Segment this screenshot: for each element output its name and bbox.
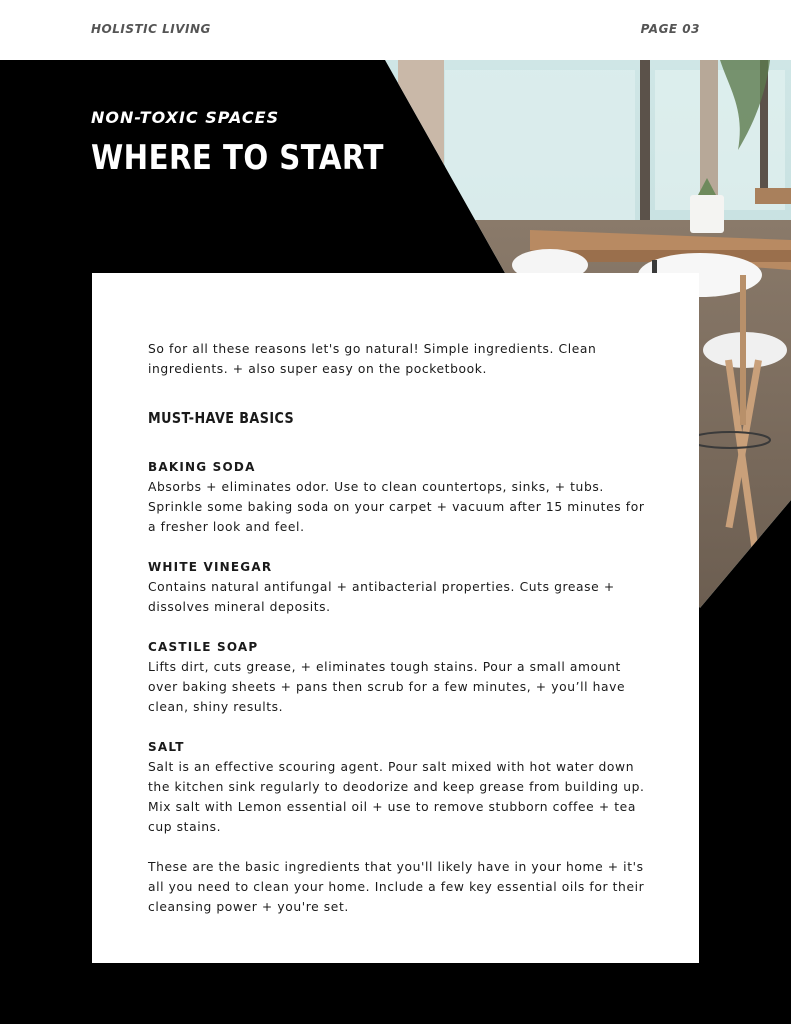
item-text: Contains natural antifungal + antibacterial properties. Cuts grease + dissolves mineral deposits. bbox=[148, 580, 615, 614]
page-title: WHERE TO START bbox=[91, 138, 384, 178]
content-card bbox=[92, 273, 699, 963]
item-title: CASTILE SOAP bbox=[148, 640, 259, 654]
section-kicker: NON-TOXIC SPACES bbox=[91, 108, 280, 127]
brand-name: HOLISTIC LIVING bbox=[91, 22, 211, 36]
page-number: PAGE 03 bbox=[640, 22, 700, 36]
list-item bbox=[148, 737, 648, 837]
list-item bbox=[148, 457, 648, 537]
item-title: SALT bbox=[148, 740, 185, 754]
item-text: Salt is an effective scouring agent. Pour salt mixed with hot water down the kitchen sink regularly to deodorize and keep grease from building up. Mix salt with Lemon essential oil + use to remove stubborn coffee + tea cup stains. bbox=[148, 760, 645, 834]
list-item bbox=[148, 637, 648, 717]
item-title: WHITE VINEGAR bbox=[148, 560, 273, 574]
intro-paragraph: So for all these reasons let's go natural! Simple ingredients. Clean ingredients. + also super easy on the pocketbook. bbox=[148, 342, 597, 376]
top-bar bbox=[0, 0, 791, 60]
list-item bbox=[148, 557, 648, 617]
section-heading: MUST-HAVE BASICS bbox=[148, 409, 295, 427]
item-title: BAKING SODA bbox=[148, 460, 256, 474]
item-text: Lifts dirt, cuts grease, + eliminates tough stains. Pour a small amount over baking sheets + pans then scrub for a few minutes, + you’ll have clean, shiny results. bbox=[148, 660, 626, 714]
closing-paragraph: These are the basic ingredients that you'll likely have in your home + it's all you need to clean your home. Include a few key essential oils for their cleansing power + you're set. bbox=[148, 860, 645, 914]
article-body bbox=[148, 339, 648, 917]
item-text: Absorbs + eliminates odor. Use to clean countertops, sinks, + tubs. Sprinkle some baking soda on your carpet + vacuum after 15 minutes for a fresher look and feel. bbox=[148, 480, 645, 534]
